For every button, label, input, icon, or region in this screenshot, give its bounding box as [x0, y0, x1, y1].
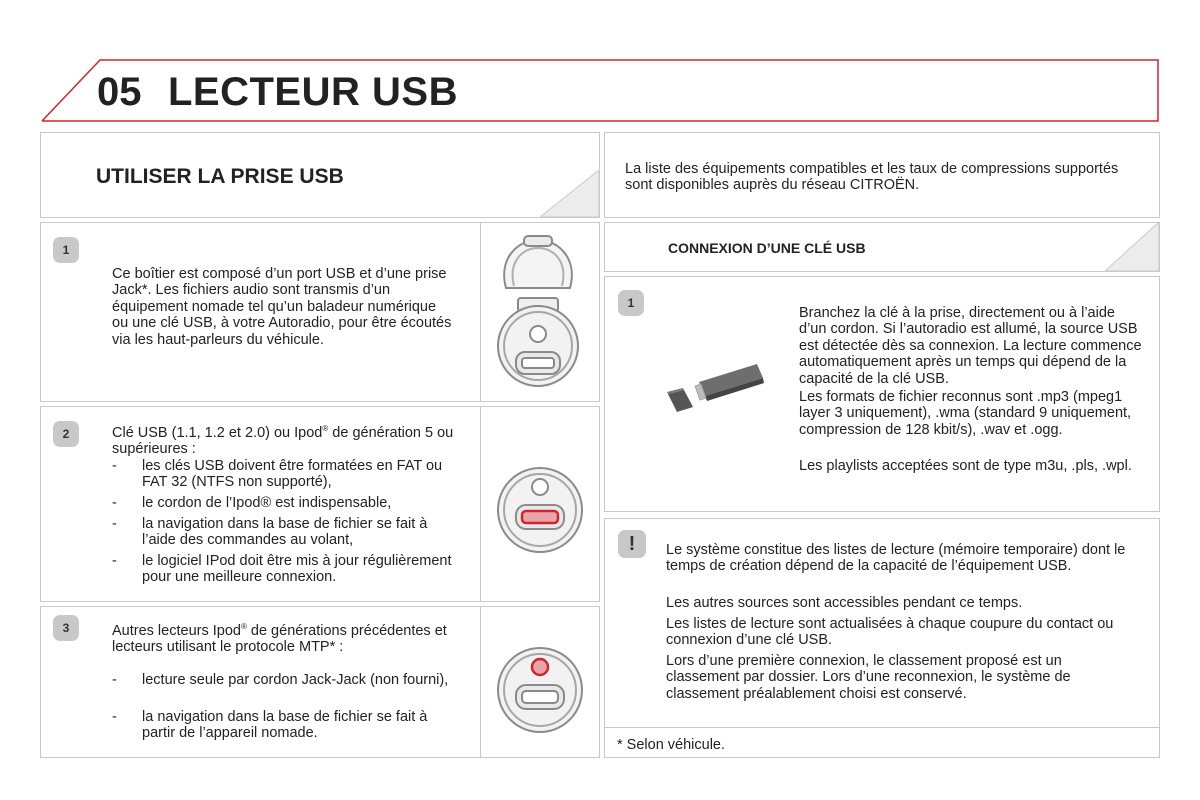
usb-jack-socket-open-icon: [488, 228, 588, 398]
registered-mark: ®: [322, 424, 329, 433]
connexion-paragraph: Les playlists acceptées sont de type m3u, .pls, .wpl.: [799, 458, 1132, 474]
chapter-number: 05: [97, 70, 142, 114]
footnote-divider: [604, 727, 1160, 728]
warning-paragraph: Les autres sources sont accessibles pendant ce temps.: [666, 595, 1023, 611]
warning-icon: !: [618, 530, 646, 558]
bullet-dash: -: [112, 672, 117, 688]
connexion-paragraph: Branchez la clé à la prise, directement ou à l’aide d’un cordon. Si l’autoradio est allumé, la source USB est détectée dès sa connexion. La lecture commence automatiquement après un temps qui dépend de la capacité de la clé USB.: [799, 305, 1142, 387]
list-item: [112, 553, 464, 586]
section-title: UTILISER LA PRISE USB: [96, 165, 344, 188]
bullet-dash: -: [112, 495, 117, 511]
corner-fold-icon: [1105, 222, 1160, 272]
list-item-text: lecture seule par cordon Jack-Jack (non fourni),: [142, 672, 449, 688]
footnote: * Selon véhicule.: [617, 737, 726, 753]
list-item: [112, 458, 464, 491]
step-3-intro-start: Autres lecteurs Ipod: [112, 622, 241, 639]
list-item-text: le cordon de l’Ipod® est indispensable,: [142, 495, 392, 511]
list-item: [112, 672, 464, 688]
bullet-dash: -: [112, 709, 117, 725]
bullet-dash: -: [112, 553, 117, 569]
bullet-dash: -: [112, 516, 117, 532]
step-3-badge: 3: [53, 615, 79, 641]
list-item: [112, 516, 464, 549]
page-title: LECTEUR USB: [168, 70, 458, 114]
connexion-title: CONNEXION D’UNE CLÉ USB: [668, 240, 866, 256]
connexion-step-badge: 1: [618, 290, 644, 316]
corner-fold-icon: [540, 170, 600, 218]
warning-paragraph: Le système constitue des listes de lecture (mémoire temporaire) dont le temps de création dépend de la capacité de l’équipement USB.: [666, 542, 1126, 575]
jack-port-highlight-icon: [495, 645, 585, 735]
intro-note: La liste des équipements compatibles et les taux de compressions supportés sont disponibles auprès du réseau CITROËN.: [625, 161, 1119, 194]
usb-port-highlight-icon: [495, 465, 585, 555]
step-2-badge: 2: [53, 421, 79, 447]
warning-paragraph: Les listes de lecture sont actualisées à chaque coupure du contact ou connexion d’une clé USB.: [666, 616, 1114, 649]
usb-key-icon: [665, 360, 775, 420]
registered-mark: ®: [240, 622, 247, 631]
image-divider: [480, 406, 481, 602]
image-divider: [480, 606, 481, 758]
step-2-intro-start: Clé USB (1.1, 1.2 et 2.0) ou Ipod: [112, 424, 323, 441]
list-item: [112, 495, 464, 511]
step-1-text: Ce boîtier est composé d’un port USB et d’une prise Jack*. Les fichiers audio sont transmis d’un équipement nomade tel qu’un baladeur numérique ou une clé USB, à votre Autoradio, pour être écoutés via les haut-parleurs du véhicule.: [112, 266, 452, 348]
list-item-text: la navigation dans la base de fichier se fait à l’aide des commandes au volant,: [142, 516, 428, 549]
list-item-text: les clés USB doivent être formatées en FAT ou FAT 32 (NTFS non supporté),: [142, 458, 443, 491]
step-3-intro: [112, 619, 452, 656]
bullet-dash: -: [112, 458, 117, 474]
connexion-paragraph: Les formats de fichier reconnus sont .mp3 (mpeg1 layer 3 uniquement), .wma (standard 9 uniquement, compression de 128 kbit/s), .wav et .ogg.: [799, 389, 1132, 438]
step-3-intro-end: de générations précédentes et lecteurs utilisant le protocole MTP* :: [112, 622, 447, 656]
image-divider: [480, 222, 481, 402]
list-item-text: la navigation dans la base de fichier se fait à partir de l’appareil nomade.: [142, 709, 428, 742]
list-item: [112, 709, 464, 742]
step-2-intro-end: de génération 5 ou supérieures :: [112, 424, 454, 458]
list-item-text: le logiciel IPod doit être mis à jour régulièrement pour une meilleure connexion.: [142, 553, 452, 586]
warning-paragraph: Lors d’une première connexion, le classement proposé est un classement par dossier. Lors d’une reconnexion, le système de classement préalablement choisi est conservé.: [666, 653, 1071, 702]
step-1-badge: 1: [53, 237, 79, 263]
step-2-intro: [112, 421, 462, 458]
